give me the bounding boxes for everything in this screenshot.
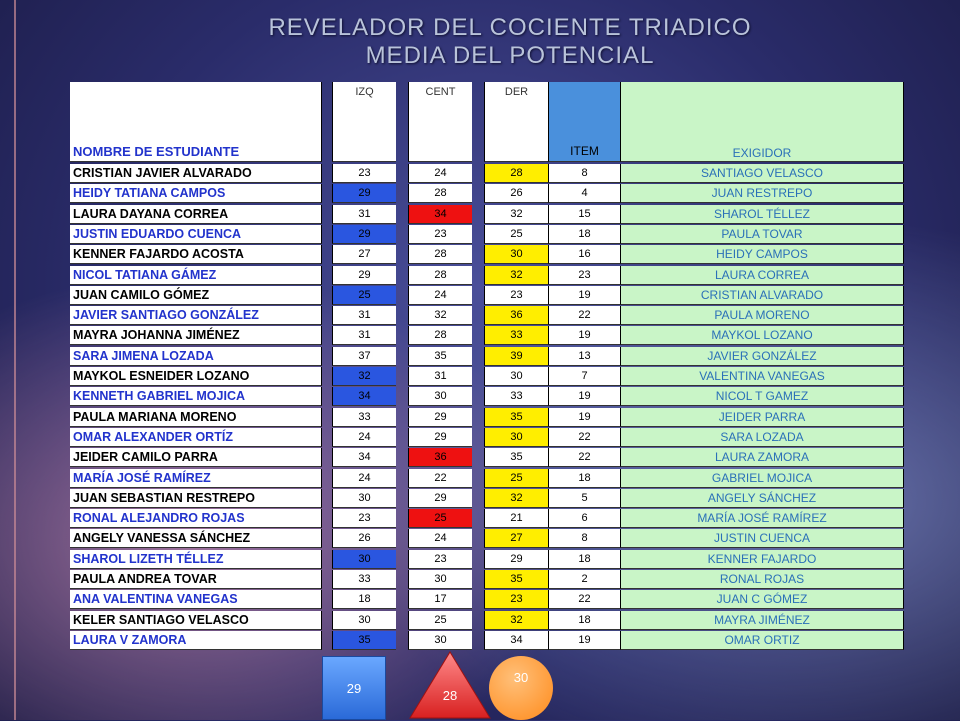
- item-value: 8: [548, 164, 620, 183]
- izq-score: 31: [332, 326, 396, 345]
- der-score: 32: [484, 205, 548, 224]
- table-row: [70, 428, 904, 448]
- exigidor-name: ANGELY SÁNCHEZ: [620, 489, 904, 508]
- student-name: LAURA DAYANA CORREA: [70, 205, 322, 224]
- cent-score: 29: [408, 489, 472, 508]
- cent-score: 29: [408, 408, 472, 427]
- item-value: 19: [548, 387, 620, 406]
- results-table: [70, 82, 904, 650]
- table-row: [70, 509, 904, 529]
- cent-score: 22: [408, 469, 472, 488]
- table-row: [70, 367, 904, 387]
- izq-score: 32: [332, 367, 396, 386]
- der-score: 26: [484, 184, 548, 203]
- cent-score: 36: [408, 448, 472, 467]
- item-value: 18: [548, 611, 620, 630]
- header-cent: CENT: [408, 82, 472, 162]
- table-row: [70, 205, 904, 225]
- student-name: NICOL TATIANA GÁMEZ: [70, 266, 322, 285]
- cent-score: 25: [408, 611, 472, 630]
- der-score: 36: [484, 306, 548, 325]
- cent-score: 24: [408, 164, 472, 183]
- item-value: 22: [548, 590, 620, 609]
- table-row: [70, 631, 904, 651]
- exigidor-name: SHAROL TÉLLEZ: [620, 205, 904, 224]
- izq-score: 29: [332, 225, 396, 244]
- exigidor-name: JUSTIN CUENCA: [620, 529, 904, 548]
- item-value: 22: [548, 306, 620, 325]
- item-value: 6: [548, 509, 620, 528]
- izq-score: 23: [332, 164, 396, 183]
- item-value: 16: [548, 245, 620, 264]
- exigidor-name: KENNER FAJARDO: [620, 550, 904, 569]
- der-score: 29: [484, 550, 548, 569]
- student-name: SARA JIMENA LOZADA: [70, 347, 322, 366]
- item-value: 19: [548, 631, 620, 650]
- der-score: 35: [484, 448, 548, 467]
- exigidor-name: JAVIER GONZÁLEZ: [620, 347, 904, 366]
- header-izq: IZQ: [332, 82, 396, 162]
- exigidor-name: RONAL ROJAS: [620, 570, 904, 589]
- der-mean-circle: [489, 656, 553, 720]
- student-name: LAURA V ZAMORA: [70, 631, 322, 650]
- header-der: DER: [484, 82, 548, 162]
- cent-score: 28: [408, 245, 472, 264]
- cent-score: 17: [408, 590, 472, 609]
- der-score: 32: [484, 266, 548, 285]
- student-name: MAYRA JOHANNA JIMÉNEZ: [70, 326, 322, 345]
- item-value: 23: [548, 266, 620, 285]
- table-row: [70, 164, 904, 184]
- izq-score: 33: [332, 570, 396, 589]
- table-row: [70, 489, 904, 509]
- izq-score: 31: [332, 205, 396, 224]
- exigidor-name: CRISTIAN ALVARADO: [620, 286, 904, 305]
- exigidor-name: HEIDY CAMPOS: [620, 245, 904, 264]
- izq-score: 33: [332, 408, 396, 427]
- der-score: 25: [484, 469, 548, 488]
- student-name: KELER SANTIAGO VELASCO: [70, 611, 322, 630]
- student-name: SHAROL LIZETH TÉLLEZ: [70, 550, 322, 569]
- der-score: 32: [484, 611, 548, 630]
- exigidor-name: LAURA ZAMORA: [620, 448, 904, 467]
- exigidor-name: SANTIAGO VELASCO: [620, 164, 904, 183]
- table-row: [70, 245, 904, 265]
- student-name: KENNER FAJARDO ACOSTA: [70, 245, 322, 264]
- exigidor-name: JUAN RESTREPO: [620, 184, 904, 203]
- item-value: 18: [548, 469, 620, 488]
- der-score: 39: [484, 347, 548, 366]
- student-name: ANGELY VANESSA SÁNCHEZ: [70, 529, 322, 548]
- table-row: [70, 529, 904, 549]
- izq-mean-value: 29: [346, 681, 362, 696]
- der-score: 30: [484, 367, 548, 386]
- student-name: RONAL ALEJANDRO ROJAS: [70, 509, 322, 528]
- student-name: JUAN CAMILO GÓMEZ: [70, 286, 322, 305]
- izq-score: 27: [332, 245, 396, 264]
- izq-score: 29: [332, 184, 396, 203]
- exigidor-name: PAULA TOVAR: [620, 225, 904, 244]
- exigidor-name: MARÍA JOSÉ RAMÍREZ: [620, 509, 904, 528]
- cent-score: 23: [408, 225, 472, 244]
- item-value: 8: [548, 529, 620, 548]
- exigidor-name: PAULA MORENO: [620, 306, 904, 325]
- student-name: JUSTIN EDUARDO CUENCA: [70, 225, 322, 244]
- izq-score: 30: [332, 489, 396, 508]
- der-score: 27: [484, 529, 548, 548]
- exigidor-name: MAYRA JIMÉNEZ: [620, 611, 904, 630]
- triangle-shape: [408, 650, 492, 720]
- student-name: JUAN SEBASTIAN RESTREPO: [70, 489, 322, 508]
- izq-score: 30: [332, 550, 396, 569]
- student-name: MARÍA JOSÉ RAMÍREZ: [70, 469, 322, 488]
- der-score: 21: [484, 509, 548, 528]
- table-row: [70, 590, 904, 610]
- izq-score: 35: [332, 631, 396, 650]
- table-row: [70, 225, 904, 245]
- header-exigidor: EXIGIDOR: [620, 82, 904, 162]
- izq-score: 25: [332, 286, 396, 305]
- student-name: ANA VALENTINA VANEGAS: [70, 590, 322, 609]
- exigidor-name: LAURA CORREA: [620, 266, 904, 285]
- izq-mean-square: [322, 656, 386, 720]
- der-score: 35: [484, 570, 548, 589]
- exigidor-name: GABRIEL MOJICA: [620, 469, 904, 488]
- izq-score: 18: [332, 590, 396, 609]
- student-name: PAULA ANDREA TOVAR: [70, 570, 322, 589]
- der-score: 35: [484, 408, 548, 427]
- table-row: [70, 448, 904, 468]
- student-name: PAULA MARIANA MORENO: [70, 408, 322, 427]
- cent-score: 30: [408, 631, 472, 650]
- izq-score: 31: [332, 306, 396, 325]
- slide-title: REVELADOR DEL COCIENTE TRIADICO: [268, 14, 752, 41]
- izq-score: 34: [332, 448, 396, 467]
- exigidor-name: VALENTINA VANEGAS: [620, 367, 904, 386]
- item-value: 19: [548, 326, 620, 345]
- izq-score: 23: [332, 509, 396, 528]
- cent-score: 28: [408, 266, 472, 285]
- student-name: MAYKOL ESNEIDER LOZANO: [70, 367, 322, 386]
- table-row: [70, 286, 904, 306]
- cent-score: 25: [408, 509, 472, 528]
- cent-score: 24: [408, 286, 472, 305]
- exigidor-name: OMAR ORTIZ: [620, 631, 904, 650]
- exigidor-name: NICOL T GAMEZ: [620, 387, 904, 406]
- item-value: 2: [548, 570, 620, 589]
- der-score: 23: [484, 286, 548, 305]
- header-name: NOMBRE DE ESTUDIANTE: [70, 82, 322, 162]
- slide-subtitle: MEDIA DEL POTENCIAL: [365, 42, 655, 69]
- cent-score: 32: [408, 306, 472, 325]
- cent-score: 28: [408, 184, 472, 203]
- izq-score: 29: [332, 266, 396, 285]
- item-value: 19: [548, 408, 620, 427]
- student-name: JEIDER CAMILO PARRA: [70, 448, 322, 467]
- table-row: [70, 326, 904, 346]
- student-name: CRISTIAN JAVIER ALVARADO: [70, 164, 322, 183]
- item-value: 4: [548, 184, 620, 203]
- cent-mean-triangle: [408, 650, 492, 720]
- table-row: [70, 387, 904, 407]
- left-decorative-rule: [14, 0, 16, 720]
- cent-score: 28: [408, 326, 472, 345]
- izq-score: 34: [332, 387, 396, 406]
- izq-score: 26: [332, 529, 396, 548]
- der-score: 23: [484, 590, 548, 609]
- table-row: [70, 469, 904, 489]
- table-row: [70, 408, 904, 428]
- table-row: [70, 306, 904, 326]
- student-name: JAVIER SANTIAGO GONZÁLEZ: [70, 306, 322, 325]
- der-score: 33: [484, 326, 548, 345]
- cent-score: 24: [408, 529, 472, 548]
- student-name: OMAR ALEXANDER ORTÍZ: [70, 428, 322, 447]
- item-value: 7: [548, 367, 620, 386]
- item-value: 18: [548, 225, 620, 244]
- table-header: [70, 82, 904, 162]
- cent-score: 29: [408, 428, 472, 447]
- exigidor-name: JUAN C GÓMEZ: [620, 590, 904, 609]
- der-score: 30: [484, 428, 548, 447]
- cent-score: 31: [408, 367, 472, 386]
- exigidor-name: JEIDER PARRA: [620, 408, 904, 427]
- item-value: 13: [548, 347, 620, 366]
- item-value: 15: [548, 205, 620, 224]
- der-score: 25: [484, 225, 548, 244]
- table-row: [70, 184, 904, 204]
- cent-score: 30: [408, 570, 472, 589]
- der-score: 33: [484, 387, 548, 406]
- der-score: 28: [484, 164, 548, 183]
- item-value: 18: [548, 550, 620, 569]
- header-item: ITEM: [548, 82, 620, 162]
- table-row: [70, 550, 904, 570]
- table-row: [70, 266, 904, 286]
- table-row: [70, 611, 904, 631]
- izq-score: 24: [332, 428, 396, 447]
- izq-score: 37: [332, 347, 396, 366]
- exigidor-name: MAYKOL LOZANO: [620, 326, 904, 345]
- cent-score: 30: [408, 387, 472, 406]
- table-row: [70, 347, 904, 367]
- izq-score: 24: [332, 469, 396, 488]
- der-score: 30: [484, 245, 548, 264]
- student-name: HEIDY TATIANA CAMPOS: [70, 184, 322, 203]
- der-mean-value: 30: [513, 670, 529, 685]
- cent-mean-value: 28: [442, 688, 458, 703]
- item-value: 5: [548, 489, 620, 508]
- izq-score: 30: [332, 611, 396, 630]
- cent-score: 34: [408, 205, 472, 224]
- cent-score: 35: [408, 347, 472, 366]
- student-name: KENNETH GABRIEL MOJICA: [70, 387, 322, 406]
- der-score: 34: [484, 631, 548, 650]
- item-value: 19: [548, 286, 620, 305]
- item-value: 22: [548, 448, 620, 467]
- exigidor-name: SARA LOZADA: [620, 428, 904, 447]
- cent-score: 23: [408, 550, 472, 569]
- item-value: 22: [548, 428, 620, 447]
- der-score: 32: [484, 489, 548, 508]
- table-row: [70, 570, 904, 590]
